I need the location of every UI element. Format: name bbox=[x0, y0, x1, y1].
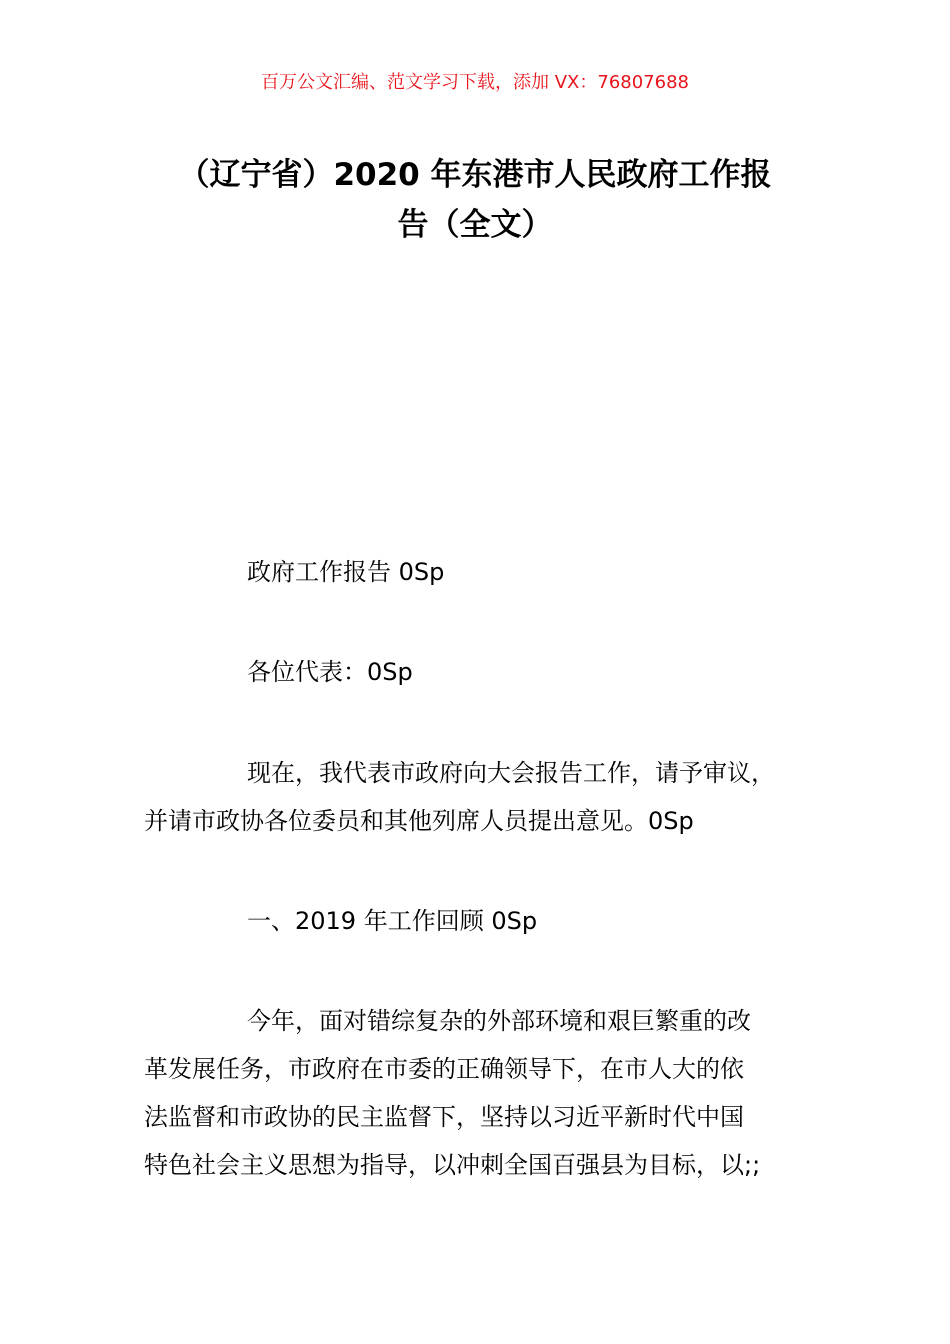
text-line: 政府工作报告 0Sp bbox=[247, 558, 445, 586]
title-line-1: （辽宁省）2020 年东港市人民政府工作报 bbox=[178, 157, 772, 193]
paragraph-report-heading bbox=[144, 548, 834, 596]
text-line: 一、2019 年工作回顾 0Sp bbox=[247, 907, 538, 935]
text-line: 并请市政协各位委员和其他列席人员提出意见。0Sp bbox=[144, 807, 694, 835]
paragraph-intro bbox=[144, 749, 834, 845]
document-title bbox=[0, 150, 950, 250]
text-line: 今年，面对错综复杂的外部环境和艰巨繁重的改 bbox=[247, 1007, 751, 1035]
text-line: 革发展任务，市政府在市委的正确领导下，在市人大的依 bbox=[144, 1055, 744, 1083]
title-line-2: 告（全文） bbox=[397, 207, 553, 243]
section-heading-review bbox=[144, 897, 834, 945]
paragraph-salutation bbox=[144, 648, 834, 696]
text-line: 法监督和市政协的民主监督下，坚持以习近平新时代中国 bbox=[144, 1103, 744, 1131]
text-line: 特色社会主义思想为指导，以冲刺全国百强县为目标，以;; bbox=[144, 1151, 761, 1179]
text-line: 现在，我代表市政府向大会报告工作，请予审议， bbox=[247, 759, 775, 787]
paragraph-body bbox=[144, 997, 834, 1189]
watermark-header: 百万公文汇编、范文学习下载，添加 VX：76807688 bbox=[261, 72, 689, 93]
text-line: 各位代表：0Sp bbox=[247, 658, 413, 686]
